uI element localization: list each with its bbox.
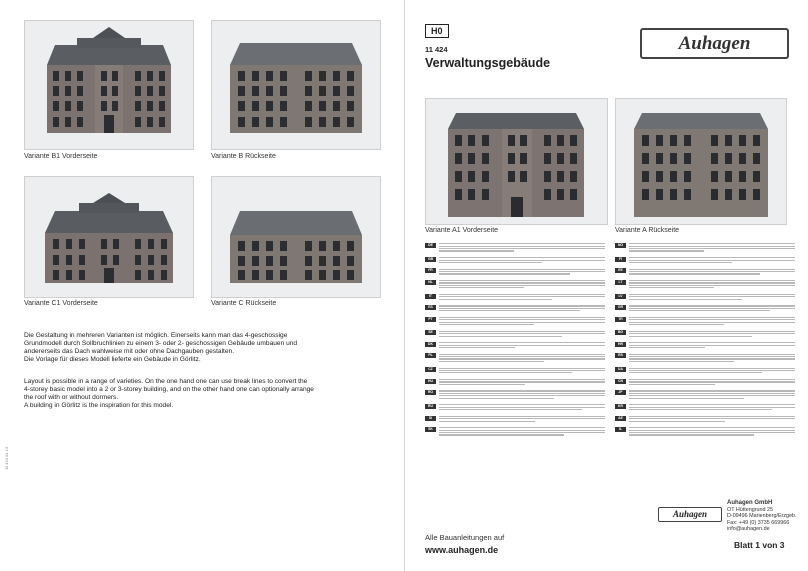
photo-c1-front <box>24 176 194 298</box>
lang-text <box>439 389 605 400</box>
lang-code-badge: PT <box>425 317 436 322</box>
en-line: 4-storey basic model into a 2 or 3-storey building, and on the other hand one can optionally arrange <box>24 386 314 393</box>
lang-text <box>629 304 795 312</box>
lang-block <box>425 352 605 363</box>
building-a1-image <box>426 99 607 224</box>
photo-c-caption: Variante C Rückseite <box>211 300 277 307</box>
lang-text <box>629 366 795 374</box>
lang-code-badge: RS <box>615 353 626 358</box>
building-c-back-image <box>212 177 380 297</box>
lang-text <box>439 267 605 275</box>
lang-code-badge: HR <box>615 342 626 347</box>
de-line: andererseits das Dach wahlweise mit oder ohne Dachgauben gestalten. <box>24 348 235 355</box>
lang-code-badge: NO <box>615 243 626 248</box>
lang-block <box>615 378 795 386</box>
lang-column-1 <box>425 242 605 440</box>
lang-block <box>615 316 795 327</box>
lang-text <box>439 352 605 363</box>
multilingual-instructions <box>425 242 795 502</box>
photo-b1-caption: Variante B1 Vorderseite <box>24 153 98 160</box>
photo-b1-front <box>24 20 194 150</box>
lang-text <box>439 256 605 264</box>
lang-code-badge: GB <box>425 257 436 262</box>
lang-code-badge: DE <box>425 243 436 248</box>
lang-block <box>425 256 605 264</box>
lang-block <box>425 426 605 437</box>
company-street: OT Hüttengrund 25 <box>727 506 774 513</box>
lang-text <box>439 329 605 337</box>
lang-code-badge: SI <box>425 416 436 421</box>
lang-block <box>425 267 605 275</box>
footer-auhagen-logo: Auhagen <box>658 507 722 522</box>
lang-code-badge: KR <box>615 404 626 409</box>
lang-text <box>439 304 605 312</box>
photo-a1-caption: Variante A1 Vorderseite <box>425 227 499 234</box>
photo-c1-caption: Variante C1 Vorderseite <box>24 300 98 307</box>
lang-code-badge: IL <box>615 427 626 432</box>
lang-code-badge: NL <box>425 280 436 285</box>
lang-code-badge: PL <box>425 353 436 358</box>
lang-block <box>615 256 795 264</box>
lang-block <box>615 426 795 437</box>
lang-text <box>439 366 605 374</box>
lang-block <box>425 389 605 400</box>
company-address <box>727 500 797 533</box>
lang-text <box>629 329 795 337</box>
lang-code-badge: DK <box>425 342 436 347</box>
de-line: Die Gestaltung in mehreren Varianten ist möglich. Einerseits kann man das 4-geschossige <box>24 332 288 339</box>
auhagen-logo: Auhagen <box>640 28 789 59</box>
lang-text <box>439 316 605 327</box>
lang-text <box>629 256 795 264</box>
lang-block <box>425 316 605 327</box>
lang-code-badge: SK <box>425 427 436 432</box>
side-code: 11 424 04 13 <box>4 446 9 470</box>
lang-block <box>615 352 795 363</box>
lang-block <box>425 341 605 349</box>
lang-block <box>615 242 795 253</box>
lang-block <box>425 329 605 337</box>
building-b-back-image <box>212 21 380 149</box>
lang-block <box>425 378 605 386</box>
lang-text <box>629 316 795 327</box>
lang-text <box>439 341 605 349</box>
lang-text <box>629 293 795 301</box>
lang-text <box>439 279 605 290</box>
lang-code-badge: LT <box>615 280 626 285</box>
lang-block <box>615 304 795 312</box>
lang-block <box>425 293 605 301</box>
lang-code-badge: BG <box>615 330 626 335</box>
lang-code-badge: RU <box>425 404 436 409</box>
lang-code-badge: JP <box>615 390 626 395</box>
scale-badge: H0 <box>425 24 449 38</box>
lang-block <box>615 279 795 290</box>
download-line: Alle Bauanleitungen auf <box>425 533 505 542</box>
lang-code-badge: FI <box>615 257 626 262</box>
lang-code-badge: AE <box>615 416 626 421</box>
lang-block <box>425 403 605 411</box>
lang-text <box>439 378 605 386</box>
lang-block <box>615 329 795 337</box>
lang-code-badge: HU <box>425 379 436 384</box>
lang-code-badge: ES <box>425 305 436 310</box>
photo-b-back <box>211 20 381 150</box>
lang-block <box>615 415 795 423</box>
lang-block <box>615 267 795 275</box>
lang-text <box>439 242 605 253</box>
sheet-number: Blatt 1 von 3 <box>734 540 785 550</box>
lang-block <box>615 366 795 374</box>
lang-code-badge: CZ <box>425 367 436 372</box>
lang-block <box>615 389 795 400</box>
company-fax: Fax: +49 (0) 3735 669966 <box>727 519 790 526</box>
photo-a-back-caption: Variante A Rückseite <box>615 227 680 234</box>
lang-text <box>629 279 795 290</box>
lang-text <box>439 426 605 437</box>
lang-code-badge: EE <box>615 268 626 273</box>
lang-text <box>629 389 795 400</box>
en-line: Layout is possible in a range of varieties. On the one hand one can use break lines to convert the <box>24 378 308 385</box>
lang-text <box>629 378 795 386</box>
lang-block <box>615 293 795 301</box>
lang-code-badge: TR <box>615 317 626 322</box>
lang-text <box>439 403 605 411</box>
lang-text <box>439 293 605 301</box>
lang-block <box>425 279 605 290</box>
lang-text <box>629 341 795 349</box>
lang-text <box>629 352 795 363</box>
lang-text <box>629 415 795 423</box>
lang-code-badge: GR <box>615 305 626 310</box>
building-c1-image <box>25 177 193 297</box>
lang-block <box>425 242 605 253</box>
company-city: D-09496 Marienberg/Erzgeb. <box>727 513 797 520</box>
lang-block <box>425 366 605 374</box>
company-email: info@auhagen.de <box>727 526 770 533</box>
de-line: Die Vorlage für dieses Modell lieferte ein Gebäude in Görlitz. <box>24 356 201 363</box>
lang-code-badge: RO <box>425 390 436 395</box>
photo-a1-front <box>425 98 608 225</box>
building-a-back-image <box>616 99 786 224</box>
lang-code-badge: CN <box>615 379 626 384</box>
lang-block <box>425 415 605 423</box>
lang-code-badge: UA <box>615 367 626 372</box>
company-name: Auhagen GmbH <box>727 500 773 506</box>
page-title: Verwaltungsgebäude <box>425 56 551 70</box>
lang-block <box>615 341 795 349</box>
photo-b-caption: Variante B Rückseite <box>211 153 276 160</box>
lang-text <box>629 267 795 275</box>
description-english <box>24 378 394 410</box>
photo-c-back <box>211 176 381 298</box>
lang-column-2 <box>615 242 795 440</box>
download-url: www.auhagen.de <box>425 545 499 555</box>
de-line: Grundmodell durch Sollbruchlinien zu einem 3- oder 2- geschossigen Gebäude umbauen und <box>24 340 298 347</box>
lang-block <box>425 304 605 312</box>
en-line: A building in Görlitz is the inspiration for this model. <box>24 402 174 409</box>
article-number: 11 424 <box>425 45 448 54</box>
lang-text <box>629 426 795 437</box>
lang-code-badge: IT <box>425 294 436 299</box>
lang-block <box>615 403 795 411</box>
lang-text <box>439 415 605 423</box>
lang-text <box>629 242 795 253</box>
lang-code-badge: FR <box>425 268 436 273</box>
lang-code-badge: LV <box>615 294 626 299</box>
building-b1-image <box>25 21 193 149</box>
lang-code-badge: SE <box>425 330 436 335</box>
description-german <box>24 332 394 364</box>
lang-text <box>629 403 795 411</box>
en-line: the roof with or without dormers. <box>24 394 119 401</box>
photo-a-back <box>615 98 787 225</box>
